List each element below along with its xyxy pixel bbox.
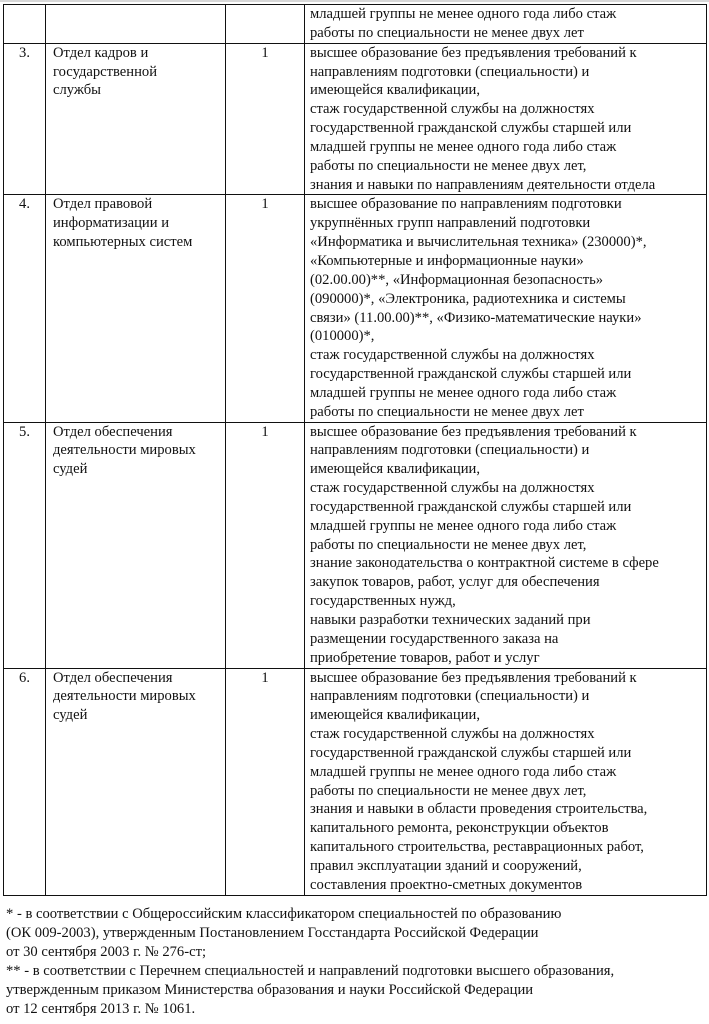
requirement-line: работы по специальности не менее двух лет, xyxy=(310,536,587,553)
department-line: Отдел обеспечения xyxy=(53,669,173,686)
qualification-requirements xyxy=(305,668,707,895)
requirement-line: работы по специальности не менее двух лет xyxy=(310,403,584,420)
requirement-line: стаж государственной службы на должностях xyxy=(310,480,595,497)
table-row xyxy=(4,668,707,895)
requirement-line: высшее образование без предъявления требований к xyxy=(310,44,637,61)
department-line: Отдел обеспечения xyxy=(53,423,173,440)
footnote-line: (ОК 009-2003), утвержденным Постановлением Госстандарта Российской Федерации xyxy=(6,925,539,941)
requirement-line: имеющейся квалификации, xyxy=(310,461,480,478)
footnote-line: утвержденным приказом Министерства образования и науки Российской Федерации xyxy=(6,982,534,998)
requirement-line: стаж государственной службы на должностях xyxy=(310,347,595,364)
requirement-line: работы по специальности не менее двух лет, xyxy=(310,157,587,174)
requirement-line: высшее образование по направлениям подготовки xyxy=(310,196,622,213)
department-name xyxy=(46,668,226,895)
page-top-edge xyxy=(0,0,709,2)
requirement-line: стаж государственной службы на должностях xyxy=(310,726,595,743)
department-line: деятельности мировых xyxy=(53,442,196,459)
requirement-line: приобретение товаров, работ и услуг xyxy=(310,649,540,666)
requirement-line: имеющейся квалификации, xyxy=(310,82,480,99)
requirement-line: «Информатика и вычислительная техника» (230000)*, xyxy=(310,234,647,251)
department-name xyxy=(46,422,226,668)
requirement-line: навыки разработки технических заданий при xyxy=(310,612,591,628)
table-row xyxy=(4,422,707,668)
requirement-line: размещении государственного заказа на xyxy=(310,630,559,647)
department-line: службы xyxy=(53,82,101,99)
requirement-line: государственной гражданской службы старшей или xyxy=(310,498,632,515)
requirement-line: стаж государственной службы на должностях xyxy=(310,101,595,118)
department-line: государственной xyxy=(53,63,158,80)
requirement-line: младшей группы не менее одного года либо стаж xyxy=(310,138,617,155)
requirement-line: имеющейся квалификации, xyxy=(310,707,480,724)
position-count: 1 xyxy=(226,195,305,422)
department-line: деятельности мировых xyxy=(53,688,196,705)
requirement-line: государственной гражданской службы старшей или xyxy=(310,744,632,761)
requirement-line: работы по специальности не менее двух лет, xyxy=(310,782,587,799)
requirement-line: младшей группы не менее одного года либо стаж xyxy=(310,6,617,22)
table-row xyxy=(4,195,707,422)
requirement-line: высшее образование без предъявления требований к xyxy=(310,669,637,686)
position-count xyxy=(226,5,305,44)
qualification-requirements xyxy=(305,422,707,668)
requirement-line: высшее образование без предъявления требований к xyxy=(310,423,637,440)
requirement-line: направлениям подготовки (специальности) и xyxy=(310,63,590,80)
department-line: судей xyxy=(53,461,88,478)
requirement-line: (02.00.00)**, «Информационная безопасность» xyxy=(310,271,604,288)
requirement-line: капитального ремонта, реконструкции объектов xyxy=(310,820,609,837)
staff-requirements-table xyxy=(3,4,707,896)
department-name xyxy=(46,195,226,422)
requirement-line: закупок товаров, работ, услуг для обеспечения xyxy=(310,574,600,591)
requirement-line: знания и навыки по направлениям деятельности отдела xyxy=(310,176,656,193)
requirement-line: знания и навыки в области проведения строительства, xyxy=(310,801,648,818)
requirement-line: государственной гражданской службы старшей или xyxy=(310,120,632,137)
requirement-line: младшей группы не менее одного года либо стаж xyxy=(310,517,617,534)
requirement-line: правил эксплуатации зданий и сооружений, xyxy=(310,857,582,874)
footnotes xyxy=(6,905,703,1019)
row-number xyxy=(4,5,46,44)
department-line: судей xyxy=(53,707,88,724)
requirement-line: государственных нужд, xyxy=(310,593,456,610)
requirement-line: (010000)*, xyxy=(310,328,375,345)
requirement-line: капитального строительства, реставрационных работ, xyxy=(310,839,644,856)
position-count: 1 xyxy=(226,668,305,895)
requirement-line: государственной гражданской службы старшей или xyxy=(310,366,632,383)
requirement-line: составления проектно-сметных документов xyxy=(310,876,583,893)
requirement-line: связи» (11.00.00)**, «Физико-математические науки» xyxy=(310,309,642,326)
row-number: 6. xyxy=(4,668,46,895)
department-line: информатизации и xyxy=(53,215,170,232)
requirement-line: младшей группы не менее одного года либо стаж xyxy=(310,763,617,780)
qualification-requirements xyxy=(305,5,707,44)
row-number: 5. xyxy=(4,422,46,668)
table-row xyxy=(4,43,707,195)
department-line: компьютерных систем xyxy=(53,234,193,251)
footnote-line: * - в соответствии с Общероссийским классификатором специальностей по образованию xyxy=(6,906,562,922)
qualification-requirements xyxy=(305,195,707,422)
department-line: Отдел кадров и xyxy=(53,44,149,61)
position-count: 1 xyxy=(226,422,305,668)
footnote-line: ** - в соответствии с Перечнем специальностей и направлений подготовки высшего образования, xyxy=(6,963,615,979)
footnote-line: от 12 сентября 2013 г. № 1061. xyxy=(6,1001,196,1017)
requirement-line: работы по специальности не менее двух лет xyxy=(310,24,584,41)
position-count: 1 xyxy=(226,43,305,195)
requirement-line: направлениям подготовки (специальности) и xyxy=(310,688,590,705)
requirement-line: младшей группы не менее одного года либо стаж xyxy=(310,384,617,401)
footnote-line: от 30 сентября 2003 г. № 276-ст; xyxy=(6,944,207,960)
row-number: 3. xyxy=(4,43,46,195)
requirement-line: укрупнённых групп направлений подготовки xyxy=(310,215,591,232)
requirement-line: (090000)*, «Электроника, радиотехника и системы xyxy=(310,290,626,307)
department-name xyxy=(46,5,226,44)
row-number: 4. xyxy=(4,195,46,422)
qualification-requirements xyxy=(305,43,707,195)
department-line: Отдел правовой xyxy=(53,196,153,213)
requirement-line: знание законодательства о контрактной системе в сфере xyxy=(310,555,659,572)
requirement-line: направлениям подготовки (специальности) и xyxy=(310,442,590,459)
requirement-line: «Компьютерные и информационные науки» xyxy=(310,252,584,269)
table-row xyxy=(4,5,707,44)
department-name xyxy=(46,43,226,195)
